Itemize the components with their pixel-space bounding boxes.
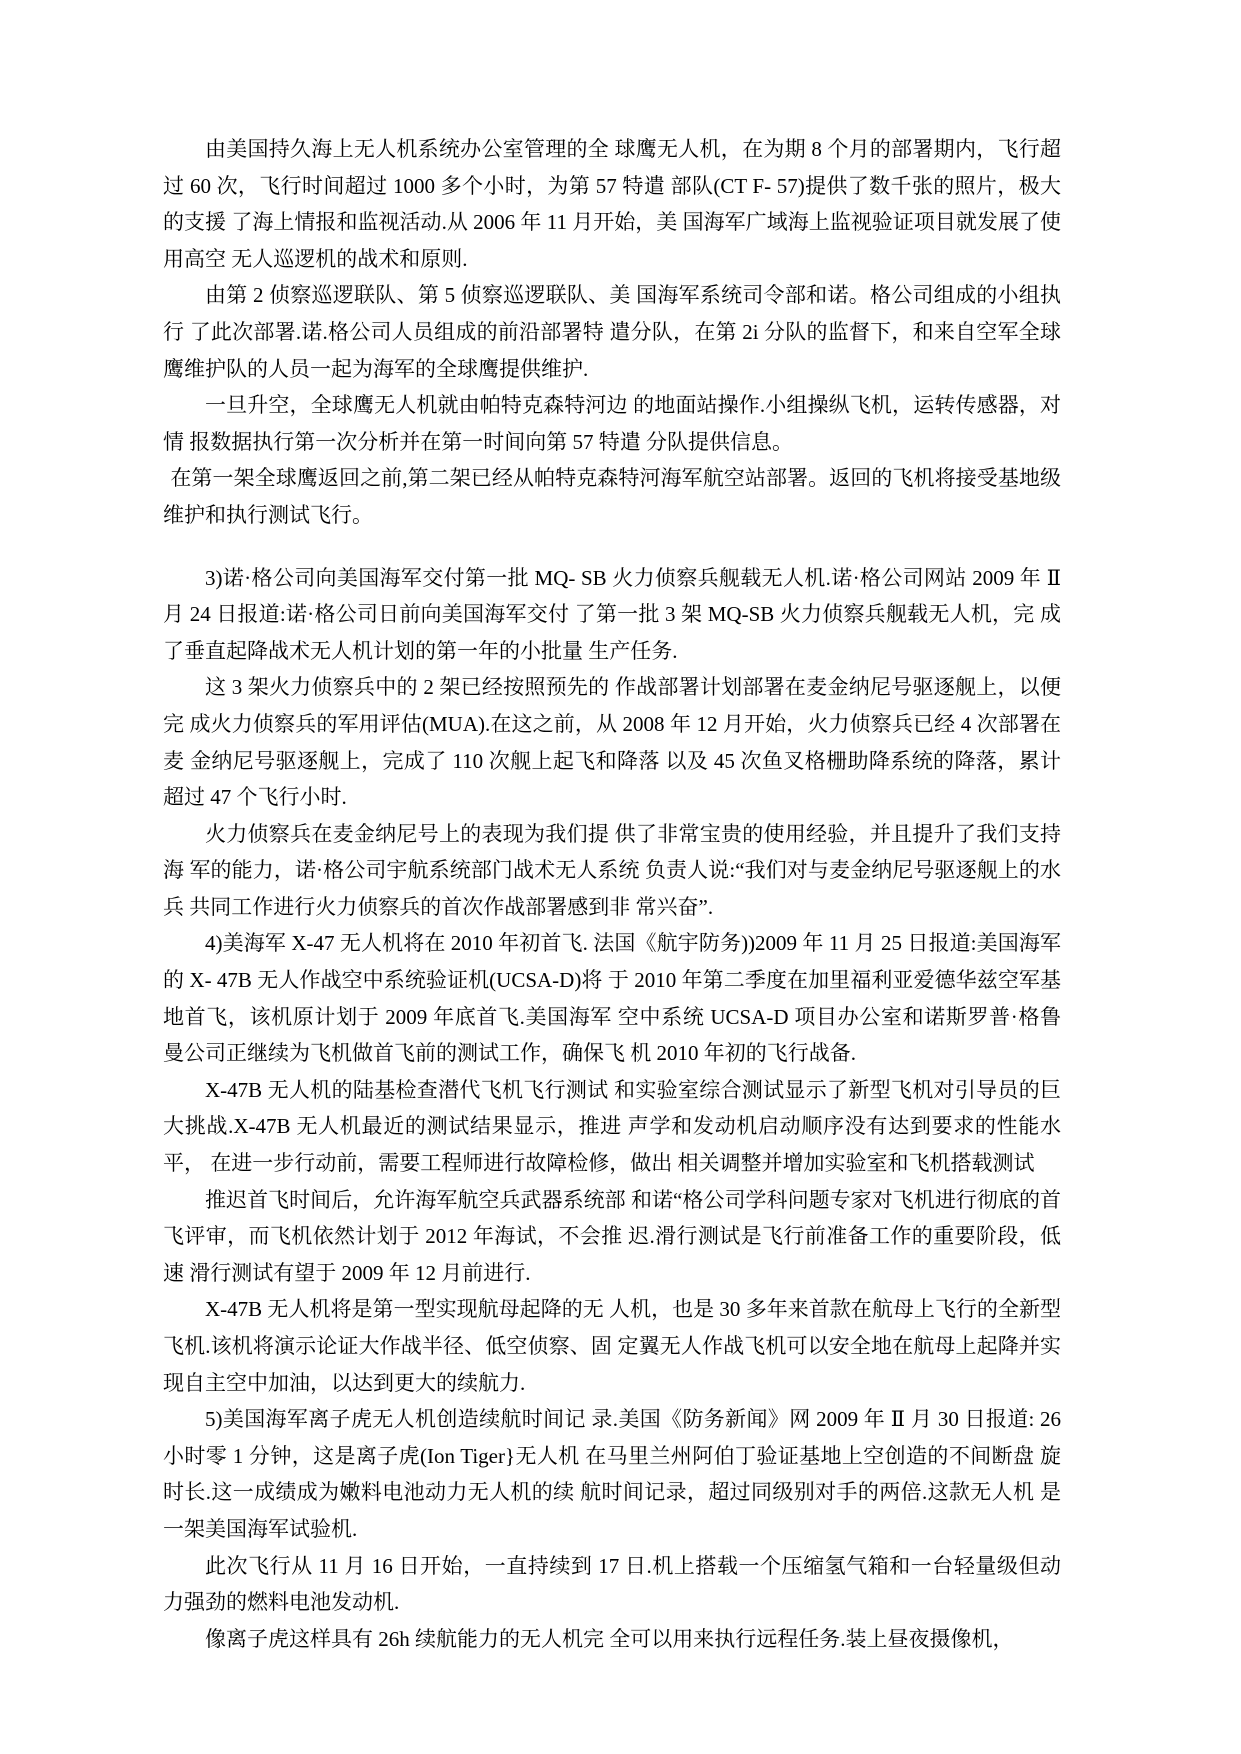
paragraph-x47b-carrier: X-47B 无人机将是第一型实现航母起降的无 人机，也是 30 多年来首款在航母上飞行的全新型 飞机.该机将演示论证大作战半径、低空侦察、固 定翼无人作战飞机可以安全地在航母上起降并实 现自主空中加油，以达到更大的续航力. — [163, 1297, 1061, 1395]
paragraph-fire-scout-deployment: 这 3 架火力侦察兵中的 2 架已经按照预先的 作战部署计划部署在麦金纳尼号驱逐舰上，以便完 成火力侦察兵的军用评估(MUA).在这之前，从 2008 年 12 月开始，火力侦察兵已经 4 次部署在麦 金纳尼号驱逐舰上，完成了 110 次舰上起飞和降落 以及 45 次鱼叉格栅助降系统的降落，累计超过 47 个飞行小时. — [163, 675, 1061, 810]
paragraph-mq-sb-delivery: 3)诺·格公司向美国海军交付第一批 MQ- SB 火力侦察兵舰载无人机.诺·格公司网站 2009 年 Ⅱ 月 24 日报道:诺·格公司日前向美国海军交付 了第一批 3 架 MQ-SB 火力侦察兵舰载无人机，完 成了垂直起降战术无人机计划的第一年的小批量 生产任务. — [163, 565, 1061, 663]
paragraph-ion-tiger-endurance: 像离子虎这样具有 26h 续航能力的无人机完 全可以用来执行远程任务.装上昼夜摄像机， — [205, 1626, 1014, 1651]
paragraph-deployment-team: 由第 2 侦察巡逻联队、第 5 侦察巡逻联队、美 国海军系统司令部和诺。格公司组成的小组执行 了此次部署.诺.格公司人员组成的前沿部署特 遣分队，在第 2i 分队的监督下，和来自空军全球 鹰维护队的人员一起为海军的全球鹰提供维护. — [163, 283, 1061, 381]
paragraph-x47b-testing: X-47B 无人机的陆基检查潜代飞机飞行测试 和实验室综合测试显示了新型飞机对引导员的巨 大挑战.X-47B 无人机最近的测试结果显示，推进 声学和发动机启动顺序没有达到要求的性能水平， 在进一步行动前，需要工程师进行故障检修，做出 相关调整并增加实验室和飞机搭载测试 — [163, 1077, 1061, 1176]
paragraph-x47-first-flight: 4)美海军 X-47 无人机将在 2010 年初首飞. 法国《航宇防务))2009 年 11 月 25 日报道:美国海军 的 X- 47B 无人作战空中系统验证机(UCSA-D)将 于 2010 年第二季度在加里福利亚爱德华兹空军基 地首飞，该机原计划于 2009 年底首飞.美国海军 空中系统 UCSA-D 项目办公室和诺斯罗普·格鲁 曼公司正继续为飞机做首飞前的测试工作，确保飞 机 2010 年初的飞行战备. — [163, 931, 1061, 1066]
paragraph-ground-station: 一旦升空，全球鹰无人机就由帕特克森特河边 的地面站操作.小组操纵飞机，运转传感器，对情 报数据执行第一次分析并在第一时间向第 57 特遣 分队提供信息。 — [163, 393, 1061, 454]
paragraph-x47b-review: 推迟首飞时间后，允许海军航空兵武器系统部 和诺“格公司学科问题专家对飞机进行彻底的首 飞评审，而飞机依然计划于 2012 年海试，不会推 迟.滑行测试是飞行前准备工作的重要阶段，低速 滑行测试有望于 2009 年 12 月前进行. — [163, 1187, 1061, 1285]
paragraph-ion-tiger-record: 5)美国海军离子虎无人机创造续航时间记 录.美国《防务新闻》网 2009 年 Ⅱ 月 30 日报道: 26 小时零 1 分钟，这是离子虎(Ion Tiger}无人机 在马里兰州阿伯丁验证基地上空创造的不间断盘 旋时长.这一成绩成为嫩料电池动力无人机的续 航时间记录，超过同级别对手的两倍.这款无人机 是一架美国海军试验机. — [163, 1407, 1061, 1541]
paragraph-fire-scout-quote: 火力侦察兵在麦金纳尼号上的表现为我们提 供了非常宝贵的使用经验，并且提升了我们支持海 军的能力，诺·格公司宇航系统部门战术无人系统 负责人说:“我们对与麦金纳尼号驱逐舰上的水兵 共同工作进行火力侦察兵的首次作战部署感到非 常兴奋”. — [163, 821, 1061, 919]
paragraph-ion-tiger-flight: 此次飞行从 11 月 16 日开始，一直持续到 17 日.机上搭载一个压缩氢气箱和一台轻量级但动 力强劲的燃料电池发动机. — [163, 1553, 1061, 1615]
paragraph-globalhawk-deployment: 由美国持久海上无人机系统办公室管理的全 球鹰无人机，在为期 8 个月的部署期内，飞行超过 60 次，飞行时间超过 1000 多个小时，为第 57 特遣 部队(CT F- 57)提供了数千张的照片，极大的支援 了海上情报和监视活动.从 2006 年 11 月开始，美 国海军广域海上监视验证项目就发展了使用高空 无人巡逻机的战术和原则. — [163, 137, 1061, 271]
document-text-block — [163, 131, 1061, 1657]
paragraph-second-aircraft: 在第一架全球鹰返回之前,第二架已经从帕特克森特河海军航空站部署。返回的飞机将接受基地级维护和执行测试飞行。 — [163, 466, 1061, 527]
